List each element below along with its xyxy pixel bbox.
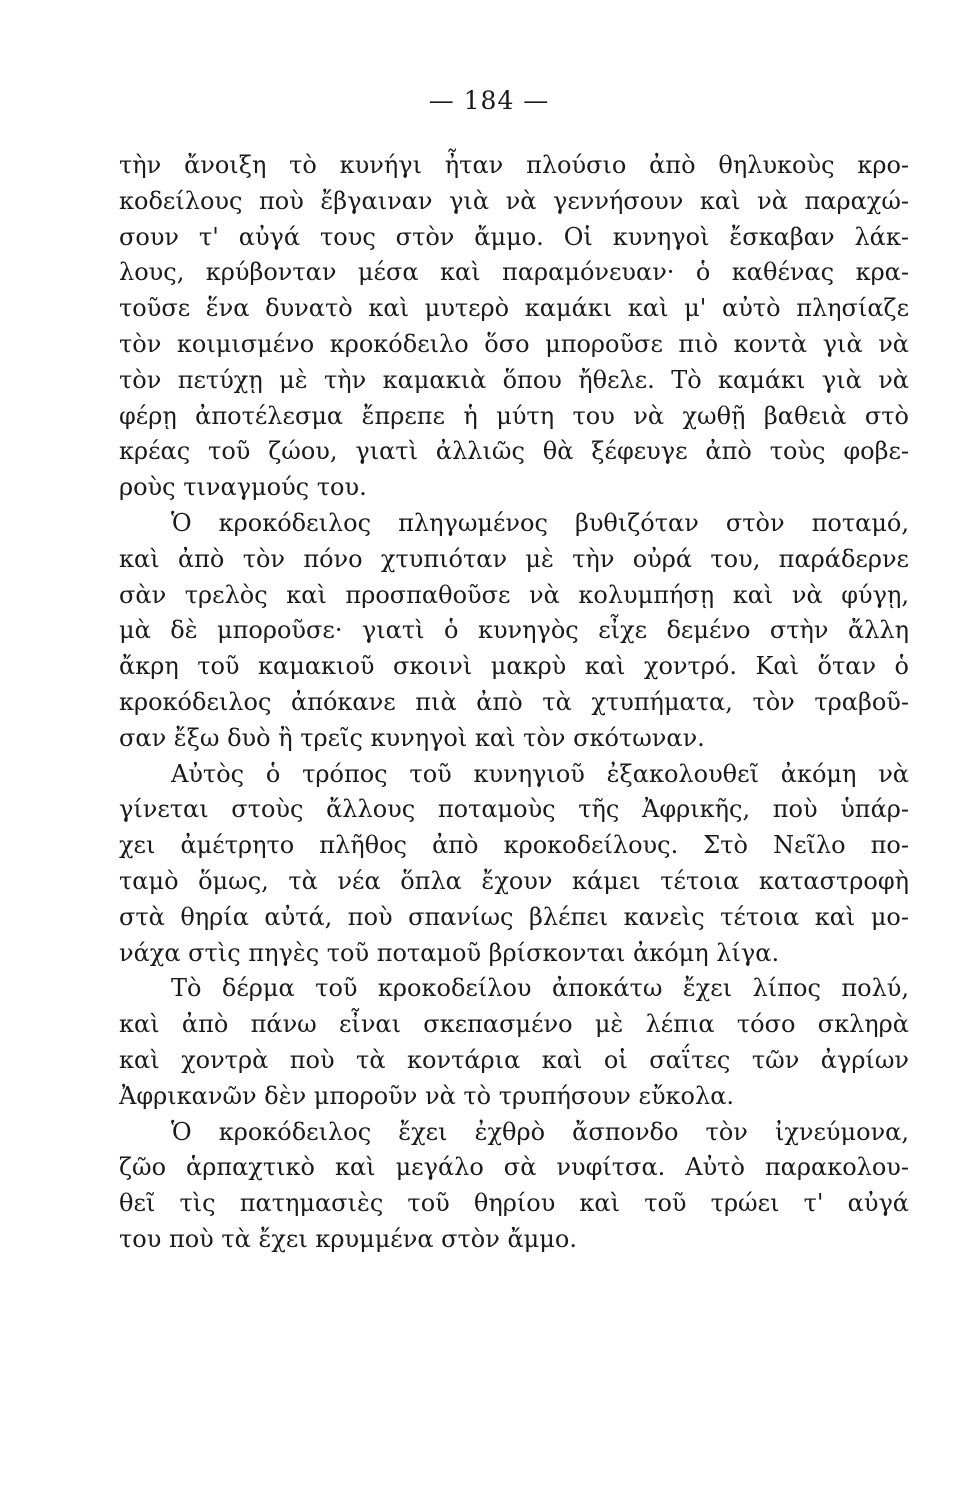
page-number: — 184 — bbox=[428, 86, 550, 115]
text-line: φέρῃ ἀποτέλεσμα ἔπρεπε ἡ μύτη του νὰ χωθῇ βαθειὰ στὸ bbox=[119, 401, 909, 430]
text-line: ταμὸ ὅμως, τὰ νέα ὅπλα ἔχουν κάμει τέτοια καταστροφὴ bbox=[119, 866, 909, 895]
text-line: ἄκρη τοῦ καμακιοῦ σκοινὶ μακρὺ καὶ χοντρό. Καὶ ὅταν ὁ bbox=[119, 652, 909, 681]
text-line: τοῦσε ἕνα δυνατὸ καὶ μυτερὸ καμάκι καὶ μ' αὐτὸ πλησίαζε bbox=[119, 294, 909, 323]
text-line: ζῶο ἁρπαχτικὸ καὶ μεγάλο σὰ νυφίτσα. Αὐτὸ παρακολου- bbox=[119, 1153, 909, 1182]
text-line: χει ἀμέτρητο πλῆθος ἀπὸ κροκοδείλους. Στὸ Νεῖλο πο- bbox=[119, 831, 909, 860]
text-line: καὶ ἀπὸ τὸν πόνο χτυπιόταν μὲ τὴν οὐρά του, παράδερνε bbox=[119, 544, 909, 573]
text-line: τὸν πετύχῃ μὲ τὴν καμακιὰ ὅπου ἤθελε. Τὸ καμάκι γιὰ νὰ bbox=[119, 365, 909, 394]
text-line: Τὸ δέρμα τοῦ κροκοδείλου ἀποκάτω ἔχει λίπος πολύ, bbox=[171, 974, 909, 1003]
text-line: τὴν ἄνοιξη τὸ κυνήγι ἦταν πλούσιο ἀπὸ θηλυκοὺς κρο- bbox=[119, 151, 909, 179]
text-line: κρέας τοῦ ζώου, γιατὶ ἀλλιῶς θὰ ξέφευγε ἀπὸ τοὺς φοβε- bbox=[119, 437, 909, 466]
text-line: στὰ θηρία αὐτά, ποὺ σπανίως βλέπει κανεὶς τέτοια καὶ μο- bbox=[119, 902, 909, 931]
text-line: τὸν κοιμισμένο κροκόδειλο ὅσο μποροῦσε πιὸ κοντὰ γιὰ νὰ bbox=[119, 329, 909, 358]
text-line: κροκόδειλος ἀπόκανε πιὰ ἀπὸ τὰ χτυπήματα, τὸν τραβοῦ- bbox=[119, 687, 909, 716]
text-body bbox=[119, 148, 909, 1258]
text-line: μὰ δὲ μποροῦσε· γιατὶ ὁ κυνηγὸς εἶχε δεμένο στὴν ἄλλη bbox=[119, 616, 909, 645]
text-line: καὶ ἀπὸ πάνω εἶναι σκεπασμένο μὲ λέπια τόσο σκληρὰ bbox=[119, 1010, 909, 1039]
text-line: θεῖ τὶς πατημασιὲς τοῦ θηρίου καὶ τοῦ τρώει τ' αὐγά bbox=[119, 1189, 909, 1218]
text-line: νάχα στὶς πηγὲς τοῦ ποταμοῦ βρίσκονται ἀκόμη λίγα. bbox=[119, 938, 780, 967]
text-line: του ποὺ τὰ ἔχει κρυμμένα στὸν ἄμμο. bbox=[119, 1224, 577, 1253]
text-line: καὶ χοντρὰ ποὺ τὰ κοντάρια καὶ οἱ σαΐτες τῶν ἀγρίων bbox=[119, 1045, 909, 1074]
text-line: κοδείλους ποὺ ἔβγαιναν γιὰ νὰ γεννήσουν καὶ νὰ παραχώ- bbox=[119, 186, 909, 215]
text-line: Ὁ κροκόδειλος ἔχει ἐχθρὸ ἄσπονδο τὸν ἰχνεύμονα, bbox=[171, 1117, 909, 1146]
text-line: γίνεται στοὺς ἄλλους ποταμοὺς τῆς Ἀφρικῆς, ποὺ ὑπάρ- bbox=[119, 795, 909, 824]
text-line: Ὁ κροκόδειλος πληγωμένος βυθιζόταν στὸν ποταμό, bbox=[171, 508, 909, 537]
text-line: Ἀφρικανῶν δὲν μποροῦν νὰ τὸ τρυπήσουν εὔκολα. bbox=[119, 1081, 735, 1110]
text-line: ροὺς τιναγμούς του. bbox=[119, 473, 367, 502]
text-line: σουν τ' αὐγά τους στὸν ἄμμο. Οἱ κυνηγοὶ ἔσκαβαν λάκ- bbox=[119, 222, 909, 251]
text-line: σαν ἔξω δυὸ ἢ τρεῖς κυνηγοὶ καὶ τὸν σκότωναν. bbox=[119, 723, 705, 752]
text-line: Αὐτὸς ὁ τρόπος τοῦ κυνηγιοῦ ἐξακολουθεῖ ἀκόμη νὰ bbox=[171, 759, 909, 788]
text-line: σὰν τρελὸς καὶ προσπαθοῦσε νὰ κολυμπήσῃ καὶ νὰ φύγῃ, bbox=[119, 580, 909, 609]
text-line: λους, κρύβονταν μέσα καὶ παραμόνευαν· ὁ καθένας κρα- bbox=[119, 258, 909, 287]
